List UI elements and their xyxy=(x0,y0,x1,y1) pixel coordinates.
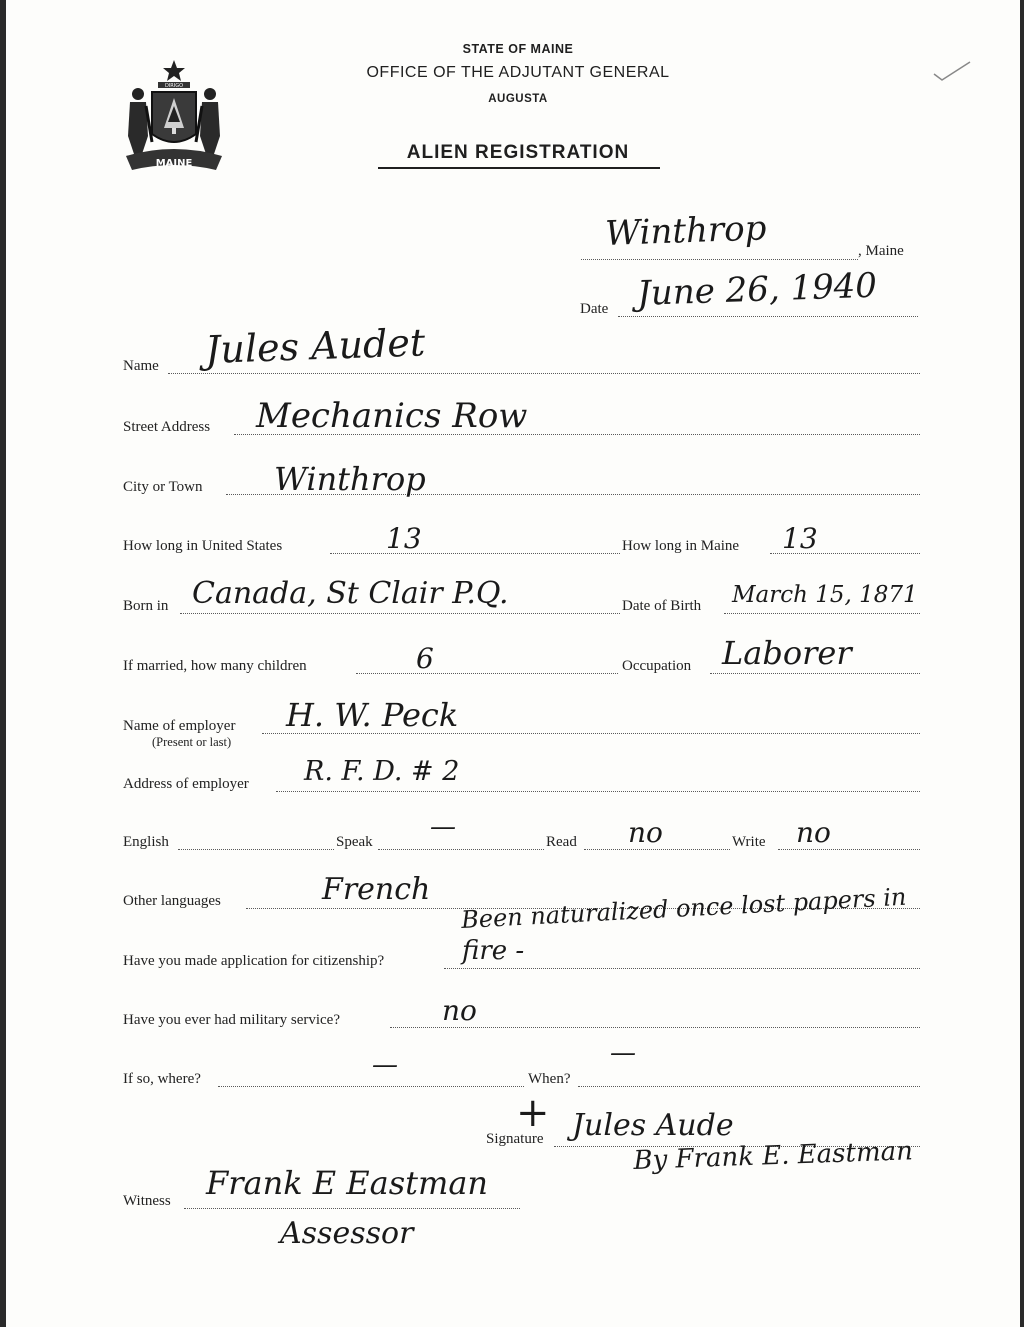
where-value[interactable]: — xyxy=(372,1050,398,1080)
witness-title[interactable]: Assessor xyxy=(280,1216,414,1251)
how-long-us-label: How long in United States xyxy=(123,538,283,554)
date-line xyxy=(618,316,918,317)
date-of-birth-label: Date of Birth xyxy=(622,598,702,614)
military-value[interactable]: no xyxy=(442,994,477,1027)
read-line xyxy=(584,849,730,850)
header-city: AUGUSTA xyxy=(488,93,548,105)
witness-label: Witness xyxy=(123,1193,171,1209)
employer-name-sublabel: (Present or last) xyxy=(152,735,232,749)
when-label: When? xyxy=(528,1071,571,1087)
english-line xyxy=(178,849,334,850)
citizenship-value[interactable]: fire - xyxy=(462,936,525,966)
when-value[interactable]: — xyxy=(610,1038,636,1068)
date-value[interactable]: June 26, 1940 xyxy=(636,265,878,314)
born-in-line xyxy=(180,613,620,614)
employer-address-value[interactable]: R. F. D. # 2 xyxy=(304,756,460,787)
citizenship-note[interactable]: Been naturalized once lost papers in xyxy=(460,882,908,934)
citizenship-label: Have you made application for citizenship? xyxy=(123,953,385,969)
write-value[interactable]: no xyxy=(796,816,831,849)
witness-line xyxy=(184,1208,520,1209)
read-value[interactable]: no xyxy=(628,816,663,849)
town-suffix: , Maine xyxy=(858,243,904,259)
signature-value[interactable]: Jules Aude xyxy=(572,1108,734,1143)
header-office: OFFICE OF THE ADJUTANT GENERAL xyxy=(366,64,670,81)
where-line xyxy=(218,1086,524,1087)
military-line xyxy=(390,1027,920,1028)
name-line xyxy=(168,373,920,374)
occupation-value[interactable]: Laborer xyxy=(722,634,852,672)
date-label: Date xyxy=(580,301,609,317)
how-long-us-line xyxy=(330,553,620,554)
title-underline xyxy=(378,167,660,169)
employer-address-line xyxy=(276,791,920,792)
signature-mark[interactable]: + xyxy=(516,1090,550,1136)
employer-name-label: Name of employer xyxy=(123,718,236,734)
city-label: City or Town xyxy=(123,479,203,495)
how-long-maine-value[interactable]: 13 xyxy=(782,522,818,555)
svg-text:DIRIGO: DIRIGO xyxy=(164,83,184,89)
when-line xyxy=(578,1086,920,1087)
town-line xyxy=(581,259,858,260)
witness-value[interactable]: Frank E Eastman xyxy=(206,1164,489,1202)
signature-label: Signature xyxy=(486,1131,544,1147)
name-value[interactable]: Jules Audet xyxy=(204,320,426,372)
city-value[interactable]: Winthrop xyxy=(274,460,426,498)
children-label: If married, how many children xyxy=(123,658,307,674)
born-in-value[interactable]: Canada, St Clair P.Q. xyxy=(192,576,509,611)
military-label: Have you ever had military service? xyxy=(123,1012,340,1028)
town-value[interactable]: Winthrop xyxy=(604,208,768,254)
employer-name-value[interactable]: H. W. Peck xyxy=(286,696,459,734)
english-label: English xyxy=(123,834,169,850)
how-long-maine-label: How long in Maine xyxy=(622,538,740,554)
read-label: Read xyxy=(546,834,577,850)
speak-value[interactable]: — xyxy=(430,812,456,842)
speak-line xyxy=(378,849,544,850)
date-of-birth-value[interactable]: March 15, 1871 xyxy=(732,582,918,608)
children-value[interactable]: 6 xyxy=(416,642,434,675)
form-title: ALIEN REGISTRATION xyxy=(406,142,630,163)
how-long-us-value[interactable]: 13 xyxy=(386,522,422,555)
speak-label: Speak xyxy=(336,834,373,850)
write-line xyxy=(778,849,920,850)
header-state: STATE OF MAINE xyxy=(462,42,574,56)
date-of-birth-line xyxy=(724,613,920,614)
other-languages-label: Other languages xyxy=(123,893,221,909)
citizenship-line xyxy=(444,968,920,969)
write-label: Write xyxy=(732,834,766,850)
signature-by[interactable]: By Frank E. Eastman xyxy=(632,1136,914,1176)
street-address-value[interactable]: Mechanics Row xyxy=(256,396,528,436)
occupation-label: Occupation xyxy=(622,658,692,674)
born-in-label: Born in xyxy=(123,598,169,614)
occupation-line xyxy=(710,673,920,674)
where-label: If so, where? xyxy=(123,1071,201,1087)
other-languages-value[interactable]: French xyxy=(322,872,431,907)
street-address-label: Street Address xyxy=(123,419,211,435)
name-label: Name xyxy=(123,358,159,374)
svg-text:MAINE: MAINE xyxy=(155,158,193,169)
children-line xyxy=(356,673,618,674)
employer-address-label: Address of employer xyxy=(123,776,249,792)
